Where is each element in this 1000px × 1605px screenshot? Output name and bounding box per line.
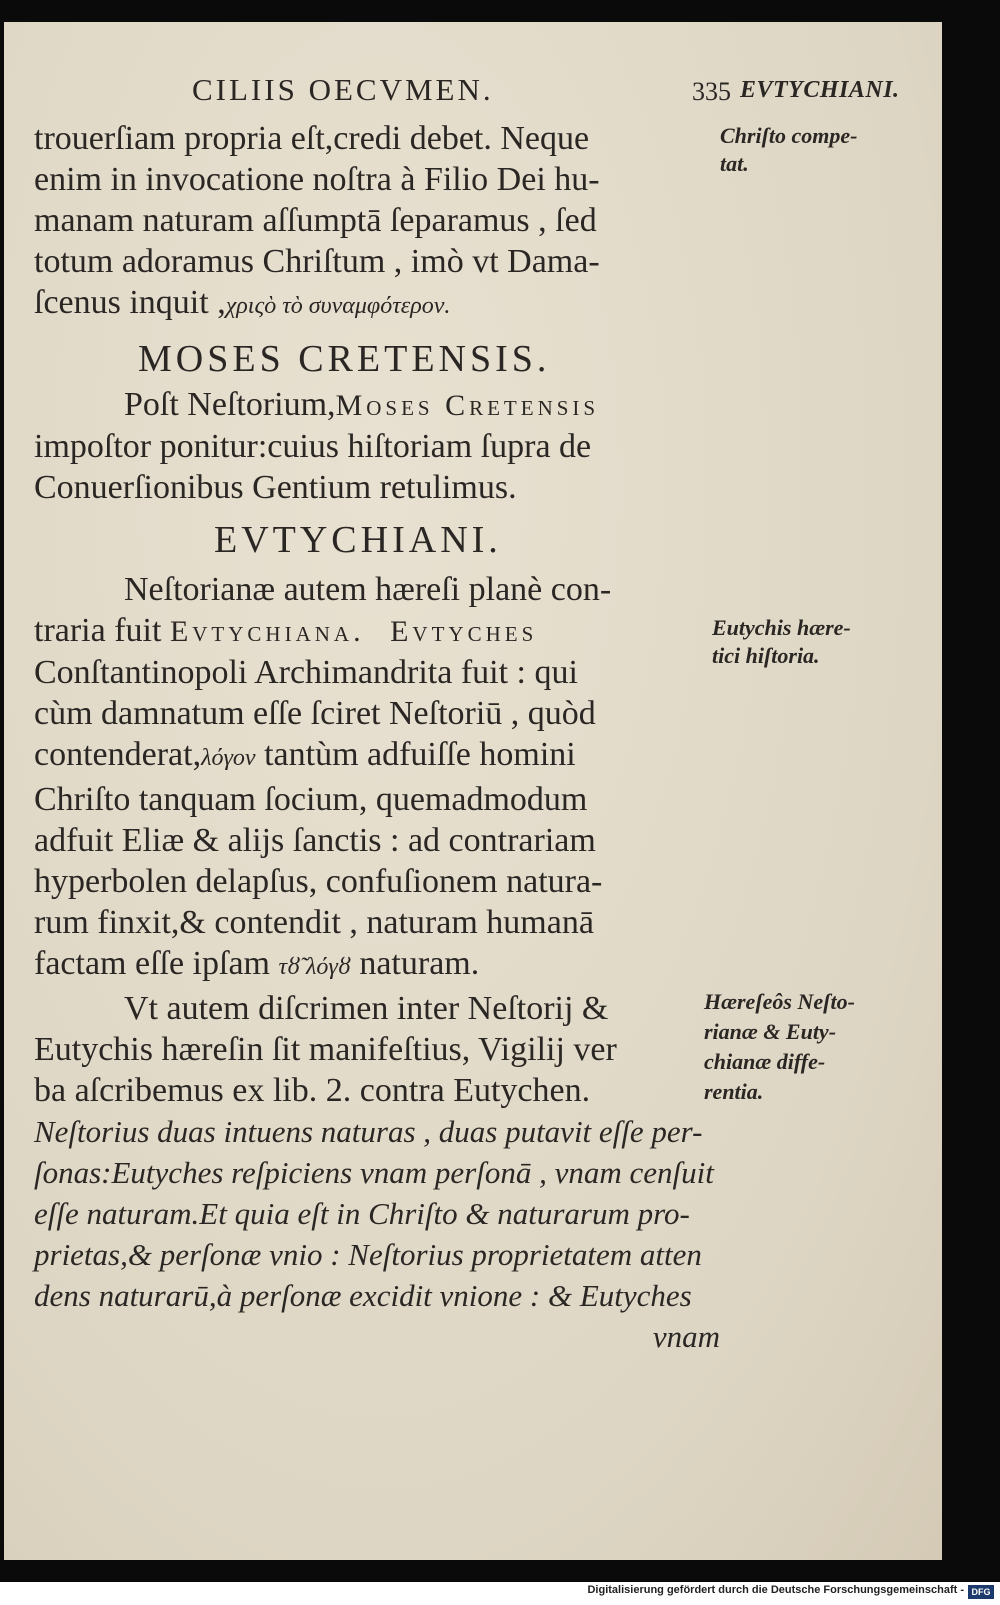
paragraph-3 [34, 569, 734, 988]
text-line [34, 610, 734, 652]
margin-note-line: tici hiſtoria. [712, 643, 820, 668]
quote-line: Neſtorius duas intuens naturas , duas putavit eſſe per- [34, 1114, 703, 1149]
text-line [34, 943, 734, 988]
side-head: EVTYCHIANI. [740, 77, 900, 103]
text-run: ſcenus inquit , [34, 284, 226, 321]
margin-note-line: Eutychis hære- [712, 615, 851, 640]
small-caps-name: Evtychiana. [169, 615, 365, 648]
dfg-logo: DFG [968, 1585, 994, 1599]
margin-note-line: chianæ diffe- [704, 1049, 826, 1074]
paragraph-2 [34, 384, 734, 508]
main-text [34, 118, 734, 1357]
digitization-footer [0, 1582, 1000, 1605]
margin-note-3 [704, 987, 855, 1107]
text-run: Poſt Neſtorium, [124, 386, 336, 423]
text-run: contenderat, [34, 736, 202, 773]
quote-line: dens naturarū,à perſonæ excidit vnione : & Eutyches [34, 1278, 692, 1313]
quotation [34, 1111, 734, 1357]
section-title-eutychiani: EVTYCHIANI. [214, 519, 502, 561]
margin-note-line: tat. [720, 151, 749, 176]
text-line: Conſtantinopoli Archimandrita fuit : qui [34, 654, 578, 691]
page-header [4, 72, 942, 112]
text-line: manam naturam aſſumptā ſeparamus , ſed [34, 202, 597, 239]
running-head: CILIIS OECVMEN. [192, 72, 494, 107]
catchword: vnam [652, 1319, 720, 1354]
text-line: hyperbolen delapſus, confuſionem natura- [34, 863, 603, 900]
greek-word: λόγον [201, 745, 256, 771]
text-run: tantùm adfuiſſe homini [264, 736, 576, 773]
text-line: impoſtor ponitur:cuius hiſtoriam ſupra de [34, 428, 592, 465]
text-line: Chriſto tanquam ſocium, quemadmodum [34, 781, 588, 818]
text-line: Neſtorianæ autem hæreſi planè con- [124, 571, 612, 608]
text-line: Vt autem diſcrimen inter Neſtorij & [124, 990, 609, 1027]
quote-line: ſonas:Eutyches reſpiciens vnam perſonā , vnam cenſuit [34, 1155, 714, 1190]
text-line [34, 282, 734, 327]
text-line: adfuit Eliæ & alijs ſanctis : ad contrariam [34, 822, 596, 859]
quote-line: prietas,& perſonæ vnio : Neſtorius proprietatem atten [34, 1237, 702, 1272]
text-line: enim in invocatione noſtra à Filio Dei hu- [34, 161, 600, 198]
small-caps-name: Moses Cretensis [335, 389, 600, 422]
margin-note-line: rentia. [704, 1079, 764, 1104]
text-line: totum adoramus Chriſtum , imò vt Dama- [34, 243, 600, 280]
text-run: naturam. [359, 945, 480, 982]
section-title-moses: MOSES CRETENSIS. [138, 338, 551, 380]
text-line: rum finxit,& contendit , naturam humanā [34, 904, 594, 941]
text-line [34, 734, 734, 779]
greek-word: τȣ̃ λόγȣ [278, 954, 351, 980]
book-page [4, 22, 942, 1560]
margin-note-1 [720, 122, 858, 178]
margin-note-line: rianæ & Euty- [704, 1019, 837, 1044]
margin-note-line: Chriſto compe- [720, 123, 858, 148]
paragraph-4 [34, 988, 734, 1111]
text-run: traria fuit [34, 612, 162, 649]
funding-credit: Digitalisierung gefördert durch die Deutsche Forschungsgemeinschaft - [587, 1584, 964, 1596]
page-number: 335 [692, 77, 731, 106]
margin-note-2 [712, 614, 851, 670]
paragraph-1 [34, 118, 734, 327]
text-line: trouerſiam propria eſt,credi debet. Neque [34, 120, 590, 157]
text-line: cùm damnatum eſſe ſciret Neſtoriū , quòd [34, 695, 596, 732]
greek-phrase: χριςὸ τὸ συναμφότερον. [225, 293, 451, 319]
text-line: ba aſcribemus ex lib. 2. contra Eutychen. [34, 1072, 591, 1109]
small-caps-name: Evtyches [390, 615, 538, 648]
text-run: factam eſſe ipſam [34, 945, 270, 982]
quote-line: eſſe naturam.Et quia eſt in Chriſto & naturarum pro- [34, 1196, 690, 1231]
margin-note-line: Hæreſeôs Neſto- [704, 989, 855, 1014]
text-line [34, 384, 734, 426]
text-line: Eutychis hæreſin ſit manifeſtius, Vigilij ver [34, 1031, 617, 1068]
text-line: Conuerſionibus Gentium retulimus. [34, 469, 517, 506]
